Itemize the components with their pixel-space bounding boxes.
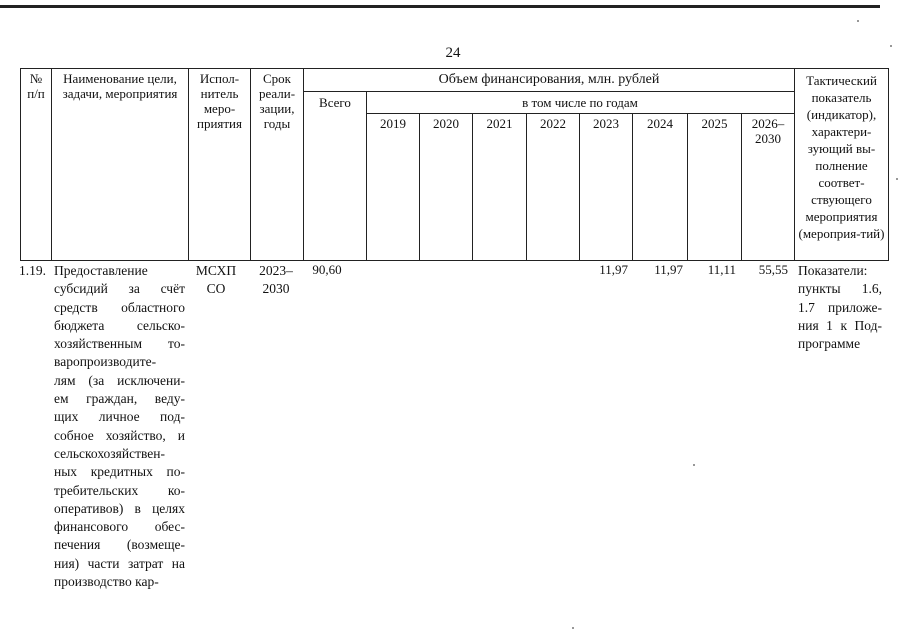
year-header-2020: 2020 bbox=[433, 116, 459, 131]
row-name-line: хозяйственным то- bbox=[54, 336, 185, 352]
col-indicator-header: Тактический показатель (индикатор), характери-зующий вы-полнение соответ-ствующего мероприятия (мероприя-тий) bbox=[798, 73, 885, 241]
row-name-line: финансового обес- bbox=[54, 519, 185, 535]
col-term-header: Срок реали-зации, годы bbox=[258, 71, 296, 131]
row-name-line: субсидий за счёт bbox=[54, 281, 185, 297]
top-rule bbox=[0, 5, 880, 8]
row-name-line: собное хозяйство, и bbox=[54, 427, 185, 443]
row-name-line: варопроизводите- bbox=[54, 354, 157, 370]
row-name-line: сельскохозяйствен- bbox=[54, 445, 165, 461]
row-value-2026-2030: 55,55 bbox=[758, 262, 788, 277]
row-name-line: оперативов) в целях bbox=[54, 500, 185, 516]
year-header-2024: 2024 bbox=[647, 116, 673, 131]
row-name-line: бюджета сельско- bbox=[54, 317, 185, 333]
row-name-line: лям (за исключени- bbox=[54, 372, 185, 388]
scan-speck bbox=[857, 20, 859, 22]
col-executor-header: Испол-нитель меро-приятия bbox=[196, 71, 242, 131]
row-name-line: средств областного bbox=[54, 299, 185, 315]
row-indicator bbox=[798, 262, 882, 353]
row-name-line: ем граждан, веду- bbox=[54, 391, 185, 407]
year-header-2026-2030: 2026–2030 bbox=[751, 116, 785, 146]
row-value-2023: 11,97 bbox=[599, 262, 628, 277]
row-value-2025: 11,11 bbox=[707, 262, 736, 277]
col-total-header: Всего bbox=[319, 95, 351, 110]
row-indicator-line: пункты 1.6, bbox=[798, 281, 882, 297]
row-total: 90,60 bbox=[312, 262, 342, 277]
col-by-years-header: в том числе по годам bbox=[522, 95, 638, 110]
year-header-2025: 2025 bbox=[701, 116, 728, 131]
row-name-line: производство кар- bbox=[54, 574, 159, 590]
row-name-line: щих личное под- bbox=[54, 409, 185, 425]
scan-speck bbox=[896, 178, 898, 180]
row-name-line: Предоставление bbox=[54, 263, 148, 278]
scan-speck bbox=[890, 45, 892, 47]
scan-speck bbox=[572, 627, 574, 629]
year-header-2019: 2019 bbox=[380, 116, 406, 131]
row-term: 2023–2030 bbox=[259, 263, 293, 297]
row-name-line: печения (возмеще- bbox=[54, 537, 185, 553]
year-header-2023: 2023 bbox=[593, 116, 619, 131]
row-name-line: ния) части затрат на bbox=[54, 555, 185, 571]
row-name bbox=[54, 262, 185, 591]
year-header-2021: 2021 bbox=[486, 116, 513, 131]
row-number: 1.19. bbox=[19, 263, 46, 278]
row-executor: МСХП СО bbox=[195, 263, 237, 297]
header-table bbox=[20, 68, 889, 261]
col-funding-header: Объем финансирования, млн. рублей bbox=[438, 72, 660, 87]
row-value-2024: 11,97 bbox=[654, 262, 683, 277]
row-indicator-line: Показатели: bbox=[798, 263, 868, 278]
row-name-line: ных кредитных по- bbox=[54, 464, 185, 480]
row-indicator-line: 1.7 приложе- bbox=[798, 299, 882, 315]
col-no-header: № п/п bbox=[27, 71, 45, 101]
row-indicator-line: ния 1 к Под- bbox=[798, 317, 882, 333]
scan-speck bbox=[693, 464, 695, 466]
page-number: 24 bbox=[445, 45, 461, 61]
row-name-line: требительских ко- bbox=[54, 482, 185, 498]
row-indicator-line: программе bbox=[798, 336, 861, 352]
year-header-2022: 2022 bbox=[540, 116, 566, 131]
col-name-header: Наименование цели, задачи, мероприятия bbox=[62, 71, 178, 101]
